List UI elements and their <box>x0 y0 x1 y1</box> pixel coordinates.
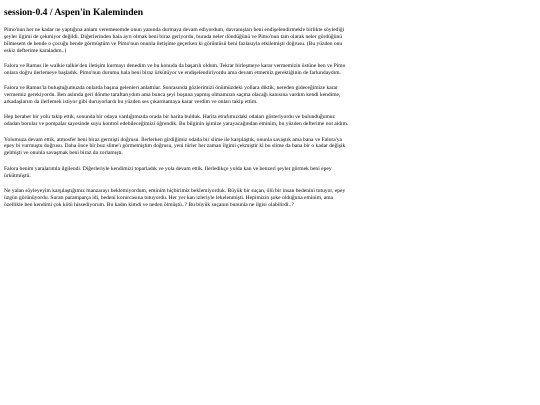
paragraph-4: Hep beraber bir yolu takip ettik, sonunda bir odaya vardığımızda orada bir harita bulduk. Harita etrafımızdaki odaları gösteriyordu ve bulunduğumuz odadan borular ve pompalar sayesinde suyu kontrol edebileceğimizi öğrendik. Bu bilginin işimize yarayacağından eminim, bu yüzden defterime not aldım. <box>4 114 349 128</box>
document-page <box>4 7 351 217</box>
paragraph-5: Yolumuza devam ettik, atmosfer beni biraz germişti doğrusu. İlerlerken girdiğimiz odada bir slime ile karşılaştık, onunla savaştık ama bana ve Falora'ya epey bi vurmuştu doğrusu. Daha önce bir buz slime'ı görmemiştim doğrusu, yeni türler her zaman ilgimi çekmiştir ki bu slime da bana bir o kadar değişik gelmişti ve onunla savaşmak beni biraz da zorlamıştı. <box>4 136 346 157</box>
paragraph-3: Falora ve Ramus'la buluştuğumuzda onlarda başına gelenleri anlattılar. Sonrasında gözlerimizi önümüzdeki yollara diktik, nereden gideceğimize karar vermemiz gerekiyordu. Ben aslında geri dönme taraftarıydım ama bunca şeyi boşuna yapmış olmamızın saçma olacağı kanısına vardım kendi kendime, arkadaşlarım da ilerlemek istiyor gibi duruyorlardı bu yüzden ses çıkarmamaya karar verdim ve onları takip ettim. <box>4 85 341 106</box>
paragraph-2: Falora ve Ramus ile walkie talkie'den iletişim kurmayı denedim ve bu konuda da başarılı oldum. Tekrar birleşmeye karar vermemizin üstüne ben ve Pimo onlara doğru ilerlemeye başladık. Pimo'nun durumu hala beni biraz ürkütüyor ve endişelendiriyordu ama devam etmemiz gerektiğinin de farkındaydım. <box>4 63 346 76</box>
paragraph-6: Falora benim yaralarımla ilgilendi. Diğerleriyle kendimizi toparladık ve yola devam ettik. Ilerledikçe yolda kan ve benzeri şeyler görmek beni epey ürkütmüştü. <box>4 165 332 179</box>
paragraph-1: Pimo'nun her ne kadar ne yaptığına anlam veremesemde onun yanında durmaya devam ediyordum, davranışları beni endişelendirmekle birlikte söylediği şeyler ilgimi de çekmiyor değildi. Diğerlerinden hala ayrı olmak beni biraz geriyordu, burada neler döndüğünü ve Pimo'nun tam olarak neler gördüğünü bilmesem de bende o çocuğu bende görmüştüm ve Pimo'nun onunla iletişime geçerken ki görüntüsü beni fazlasıyla etkilemişti doğrusu. (Bu yüzden onu eskiz defterime karaladım..) <box>4 27 345 54</box>
paragraph-7: Ne yalan söyleyeyim karşılaştığımız manzarayı beklemiyordum, eminim hiçbirimiz beklemiyorduk. Büyük bir suçan, ölü bir insan bedenini tutuyor, epey üzgün görünüyordu. Suratı paramparça idi, bedeni korurcasına tutuyordu. Her yer kan izleriyle lekelenmişti. Hepimizin şoke olduğuna eminim, ama özellikle ben kendimi çok kötü hissediyorum. Bu kadın kimdi ve neden ölmüştü..? Bu büyük suçanın bununla ne ilgisi olabilirdi..? <box>4 187 346 208</box>
page-title: session-0.4 / Aspen'in Kaleminden <box>4 7 144 18</box>
